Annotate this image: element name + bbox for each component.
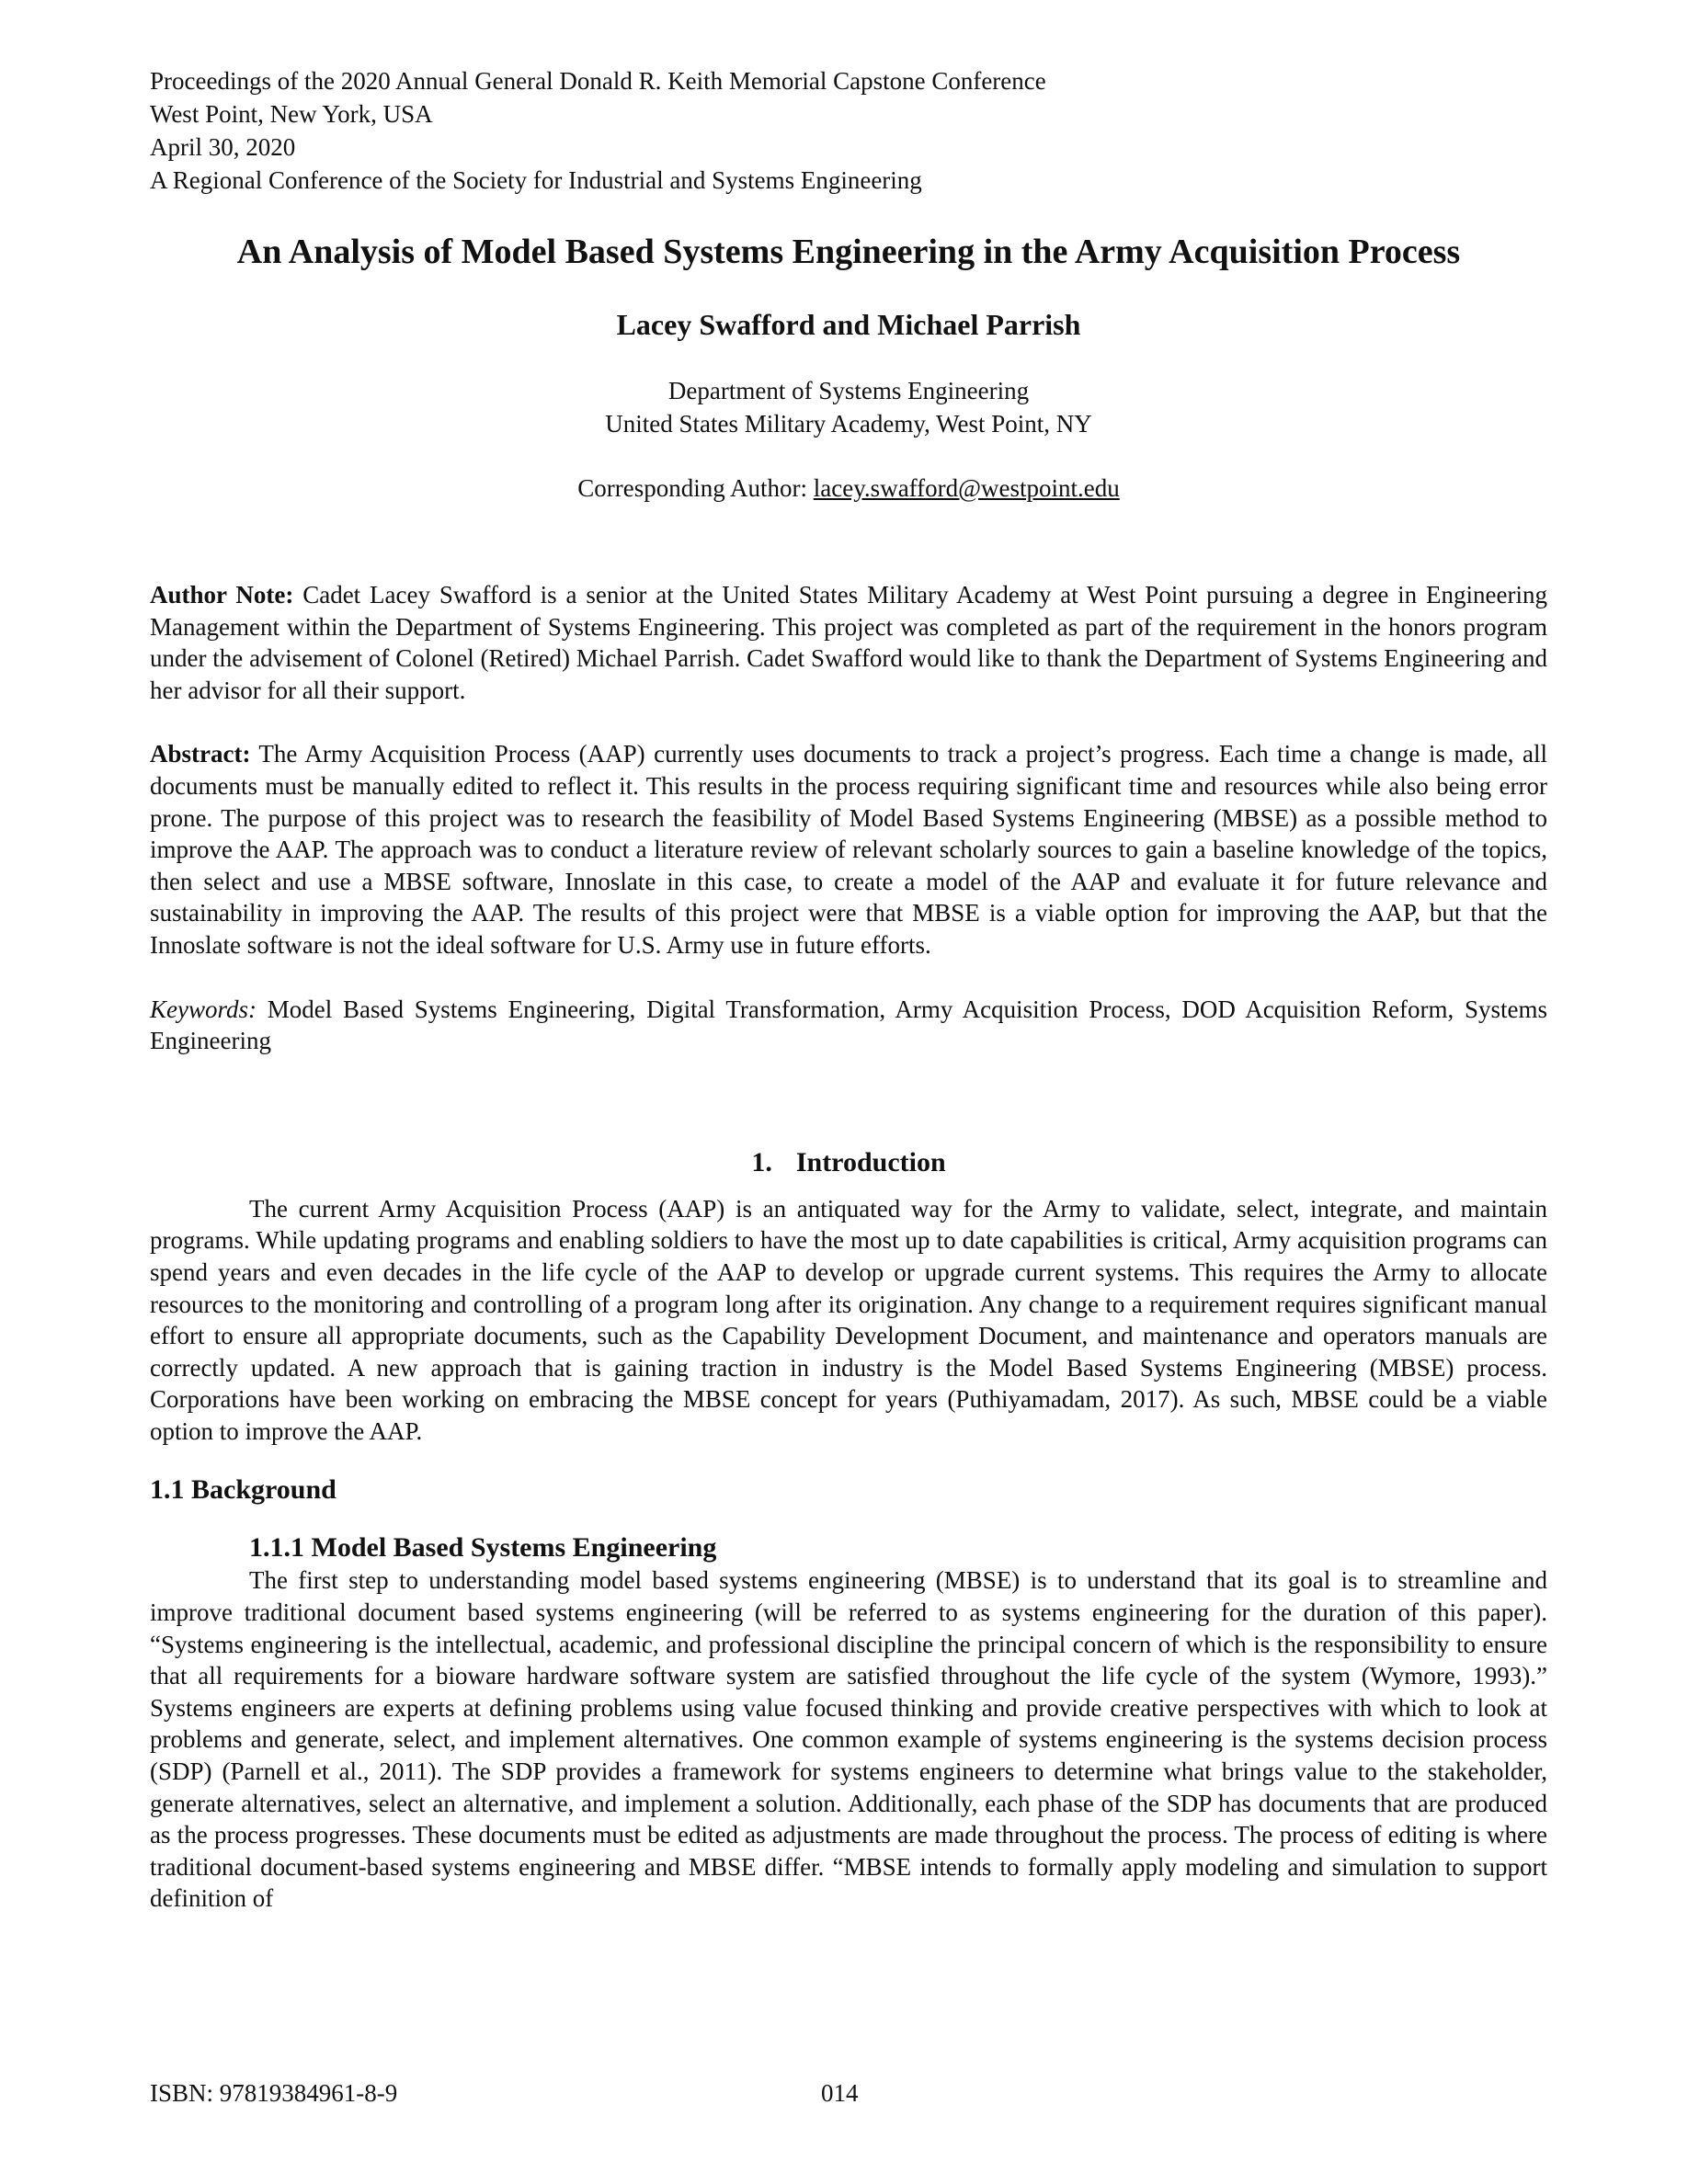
- author-affiliation: [150, 374, 1547, 440]
- conference-header-line: April 30, 2020: [150, 133, 296, 161]
- conference-header-line: West Point, New York, USA: [150, 100, 433, 128]
- keywords: [150, 994, 1547, 1057]
- paper-title: An Analysis of Model Based Systems Engineering in the Army Acquisition Process: [236, 233, 1461, 271]
- section-title: Introduction: [795, 1146, 946, 1177]
- author-note: [150, 579, 1547, 706]
- keywords-label: Keywords:: [150, 995, 257, 1023]
- affiliation-department: Department of Systems Engineering: [667, 377, 1030, 404]
- corresponding-label: Corresponding Author:: [577, 474, 814, 502]
- author-note-label: Author Note:: [150, 581, 294, 609]
- corresponding-email-link[interactable]: lacey.swafford@westpoint.edu: [813, 474, 1120, 502]
- conference-header-line: Proceedings of the 2020 Annual General Donald R. Keith Memorial Capstone Conference: [150, 67, 1046, 95]
- keywords-text: Model Based Systems Engineering, Digital Transformation, Army Acquisition Process, DOD Acquisition Reform, Systems Engineering: [150, 995, 1547, 1055]
- conference-header-line: A Regional Conference of the Society for Industrial and Systems Engineering: [150, 166, 922, 194]
- subsubsection-heading-mbse: 1.1.1 Model Based Systems Engineering: [249, 1532, 717, 1564]
- paper-page: [150, 64, 1547, 1915]
- footer-isbn: ISBN: 97819384961-8-9: [150, 2079, 398, 2107]
- author-note-text: Cadet Lacey Swafford is a senior at the United States Military Academy at West Point pursuing a degree in Engineering Management within the Department of Systems Engineering. This project was completed as part of the requirement in the honors program under the advisement of Colonel (Retired) Michael Parrish. Cadet Swafford would like to thank the Department of Systems Engineering and her advisor for all their support.: [150, 581, 1547, 704]
- subsection-heading-background: 1.1 Background: [150, 1474, 336, 1506]
- affiliation-institution: United States Military Academy, West Point, NY: [605, 410, 1092, 438]
- author-names: Lacey Swafford and Michael Parrish: [616, 308, 1081, 341]
- abstract: [150, 738, 1547, 961]
- introduction-paragraph: The current Army Acquisition Process (AAP) is an antiquated way for the Army to validate, select, integrate, and maintain programs. While updating programs and enabling soldiers to have the most up to date capabilities is critical, Army acquisition programs can spend years and even decades in the life cycle of the AAP to develop or upgrade current systems. This requires the Army to allocate resources to the monitoring and controlling of a program long after its origination. Any change to a requirement requires significant manual effort to ensure all appropriate documents, such as the Capability Development Document, and maintenance and operators manuals are correctly updated. A new approach that is gaining traction in industry is the Model Based Systems Engineering (MBSE) process. Corporations have been working on embracing the MBSE concept for years (Puthiyamadam, 2017). As such, MBSE could be a viable option to improve the AAP.: [150, 1194, 1547, 1445]
- abstract-text: The Army Acquisition Process (AAP) currently uses documents to track a project’s progress. Each time a change is made, all documents must be manually edited to reflect it. This results in the process requiring significant time and resources while also being error prone. The purpose of this project was to research the feasibility of Model Based Systems Engineering (MBSE) as a possible method to improve the AAP. The approach was to conduct a literature review of relevant scholarly sources to gain a baseline knowledge of the topics, then select and use a MBSE software, Innoslate in this case, to create a model of the AAP and evaluate it for future relevance and sustainability in improving the AAP. The results of this project were that MBSE is a viable option for improving the AAP, but that the Innoslate software is not the ideal software for U.S. Army use in future efforts.: [150, 740, 1547, 959]
- corresponding-author: [150, 472, 1547, 505]
- footer-page-number: 014: [821, 2079, 859, 2107]
- section-heading-introduction: [150, 1145, 1547, 1180]
- section-number: 1.: [751, 1146, 772, 1177]
- mbse-paragraph: The first step to understanding model based systems engineering (MBSE) is to understand that its goal is to streamline and improve traditional document based systems engineering (will be referred to as systems engineering for the duration of this paper). “Systems engineering is the intellectual, academic, and professional discipline the principal concern of which is the responsibility to ensure that all requirements for a bioware hardware software system are satisfied throughout the life cycle of the system (Wymore, 1993).” Systems engineers are experts at defining problems using value focused thinking and provide creative perspectives with which to look at problems and generate, select, and implement alternatives. One common example of systems engineering is the systems decision process (SDP) (Parnell et al., 2011). The SDP provides a framework for systems engineers to determine what brings value to the stakeholder, generate alternatives, select an alternative, and implement a solution. Additionally, each phase of the SDP has documents that are produced as the process progresses. These documents must be edited as adjustments are made throughout the process. The process of editing is where traditional document-based systems engineering and MBSE differ. “MBSE intends to formally apply modeling and simulation to support definition of: [150, 1566, 1547, 1913]
- conference-header: [150, 64, 1547, 197]
- abstract-label: Abstract:: [150, 740, 251, 768]
